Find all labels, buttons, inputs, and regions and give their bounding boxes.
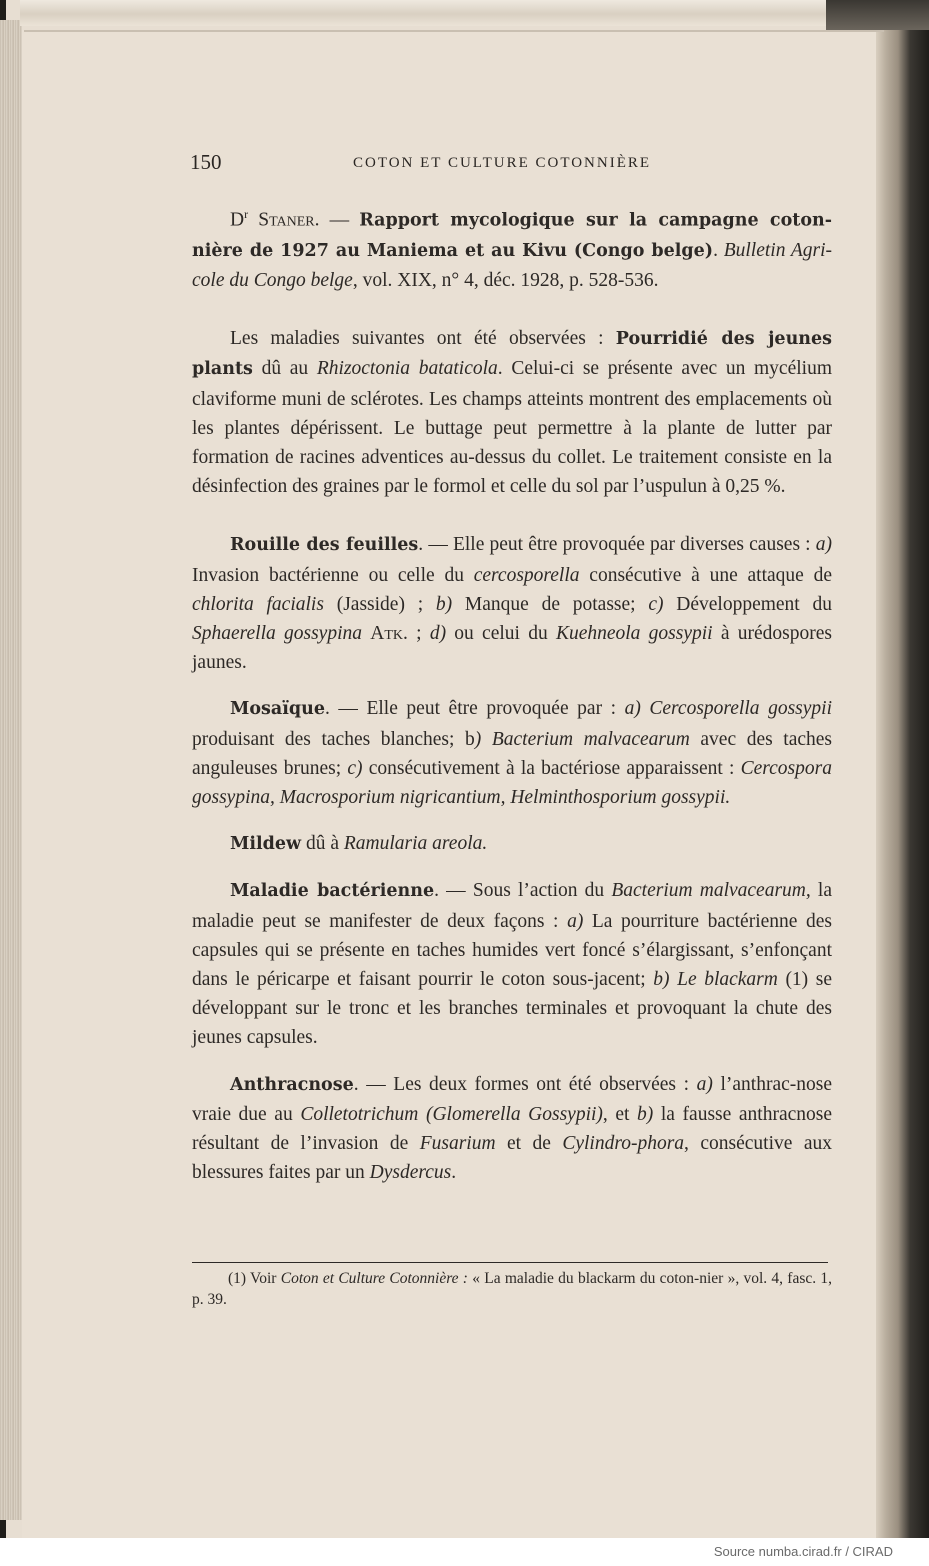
rouille-item-a: a) [815, 534, 833, 556]
maladie-text-1: . — Sous l’action du [434, 880, 612, 902]
heading-mildew: Mildew [230, 834, 302, 855]
rouille-text-2: Invasion bactérienne ou celle du [192, 564, 474, 586]
mosaique-text-2: produisant des taches blanches; b [192, 728, 475, 750]
rouille-species-1: cercosporella [473, 564, 580, 586]
anthracnose-paragraph [192, 1070, 832, 1188]
page-header [190, 150, 832, 178]
anthracnose-text-7: . [451, 1162, 457, 1184]
rouille-text-1: . — Elle peut être provoquée par diverses causes : [418, 534, 816, 556]
maladie-paragraph [192, 876, 832, 1052]
page-number: 150 [190, 150, 222, 174]
mosaique-text-3 [481, 729, 492, 750]
mosaique-item-c: c) [347, 757, 363, 779]
footnote-journal: Coton et Culture Cotonnière : [280, 1270, 468, 1287]
footnote-text-1: (1) Voir [228, 1270, 281, 1287]
anthracnose-species-3: Cylindro-phora [562, 1132, 685, 1154]
heading-mosaique: Mosaïque [230, 699, 325, 720]
maladie-text-2: la maladie peut se manifester de deux façons : [192, 880, 832, 932]
anthracnose-text-3: , et [602, 1103, 638, 1125]
heading-pourridie: Pourridié des jeunes plants [192, 329, 833, 380]
intro-text-2: dû au [252, 358, 317, 380]
rouille-text-5: Manque de potasse; [452, 593, 649, 615]
anthracnose-text-5: et de [495, 1132, 563, 1154]
anthracnose-species-1: Colletotrichum (Glomerella Gossypii) [300, 1103, 603, 1125]
running-head: COTON ET CULTURE COTONNIÈRE [353, 155, 652, 171]
anthracnose-species-4: Dysdercus [369, 1162, 452, 1184]
footnote-divider [192, 1262, 828, 1263]
rouille-species-3: Sphaerella gossypina [192, 622, 363, 644]
anthracnose-item-b: b) [637, 1103, 654, 1125]
rouille-item-d: d) [429, 622, 447, 644]
rouille-authority: Atk. [370, 622, 408, 644]
source-credit: Source numba.cirad.fr / CIRAD [713, 1544, 893, 1559]
intro-text-1: Les maladies suivantes ont été observées : [230, 328, 616, 350]
mildew-text-1: dû à [301, 833, 344, 855]
author-name: Staner [258, 209, 315, 231]
report-title: Rapport mycologique sur la campagne coton-nière de 1927 au Maniema et au Kivu (Congo belge) [192, 210, 833, 261]
maladie-text-3: La pourriture bactérienne des capsules qui se présente en taches humides vert foncé s’élargissant, s’enfonçant dans le péricarpe et faisant pourrir le coton sous-jacent; [192, 910, 833, 990]
page-edges-right [876, 0, 929, 1538]
rouille-item-c: c) [648, 593, 664, 615]
rouille-item-b: b) [435, 593, 453, 615]
mosaique-species-2: Bacterium malvacearum [491, 728, 690, 750]
author-title: D [230, 209, 245, 231]
page-top-rule [24, 30, 884, 32]
journal-name: Bulletin Agri-cole du Congo belge [192, 239, 833, 291]
heading-rouille: Rouille des feuilles [230, 535, 419, 556]
intro-species: Rhizoctonia bataticola [316, 358, 498, 380]
anthracnose-text-2: l’anthrac-nose vraie due au [192, 1073, 832, 1125]
rouille-paragraph [192, 530, 832, 677]
maladie-item-a: a) [567, 910, 584, 932]
page-edges-left [0, 20, 22, 1520]
anthracnose-text-6: , consécutive aux blessures faites par un [192, 1132, 832, 1184]
anthracnose-text-4: la fausse anthracnose résultant de l’invasion de [192, 1103, 832, 1154]
mosaique-species-1: a) Cercosporella gossypii [624, 698, 832, 720]
article-body [192, 200, 832, 1187]
intro-text-3: . Celui-ci se présente avec un mycélium claviforme muni de sclérotes. Les champs atteints montrent des emplacements où les plantes dépérissent. Le buttage peut permettre à la plante de lutter par formation de racines adventices au-dessus du collet. Le traitement consiste en la désinfection des graines par le formol et celle du sol par l’uspulun à 0,25 %. [192, 358, 832, 498]
footnote-text-2: « La maladie du blackarm du coton-nier », vol. 4, fasc. 1, p. 39. [192, 1270, 832, 1308]
rouille-text-4: (Jasside) ; [323, 593, 436, 615]
mosaique-paren: ) [474, 728, 482, 750]
citation-details: , vol. XIX, n° 4, déc. 1928, p. 528-536. [352, 269, 659, 291]
scanner-clip [826, 0, 929, 30]
mildew-paragraph [192, 829, 832, 859]
anthracnose-item-a: a) [696, 1073, 713, 1095]
rouille-text-10: à urédospores jaunes. [192, 622, 832, 674]
heading-anthracnose: Anthracnose [230, 1074, 354, 1095]
mildew-species: Ramularia areola. [343, 833, 488, 855]
page-edge-top [20, 0, 929, 26]
footnote [192, 1268, 832, 1310]
anthracnose-species-2: Fusarium [419, 1132, 496, 1154]
intro-paragraph [192, 324, 832, 501]
rouille-species-2: chlorita facialis [192, 593, 324, 615]
mosaique-text-4: avec des taches anguleuses brunes; [192, 728, 832, 779]
rouille-species-4: Kuehneola gossypii [555, 622, 713, 644]
heading-maladie-bacterienne: Maladie bactérienne [230, 881, 435, 902]
mosaique-species-3: Cercospora gossypina, Macrosporium nigricantium, Helminthosporium gossypii. [192, 757, 832, 808]
mosaique-text-1: . — Elle peut être provoquée par : [324, 698, 625, 720]
rouille-text-3: consécutive à une attaque de [579, 564, 832, 586]
mosaique-text-5: consécutivement à la bactériose apparaissent : [362, 757, 741, 779]
mosaique-paragraph [192, 694, 832, 812]
author-title-sup: r [244, 207, 249, 221]
citation-separator: . [713, 239, 724, 261]
maladie-species: Bacterium malvacearum, [611, 880, 811, 902]
anthracnose-text-1: . — Les deux formes ont été observées : [353, 1073, 697, 1095]
citation-paragraph [192, 200, 832, 295]
maladie-item-b: b) Le blackarm [653, 968, 778, 990]
maladie-text-4: (1) se développant sur le tronc et les branches terminales et provoquant la chute des jeunes capsules. [192, 968, 832, 1049]
citation-dash: . — [314, 209, 360, 231]
rouille-text-6: Développement du [663, 593, 832, 615]
rouille-text-8: ; [407, 622, 430, 644]
rouille-text-9: ou celui du [446, 622, 556, 644]
